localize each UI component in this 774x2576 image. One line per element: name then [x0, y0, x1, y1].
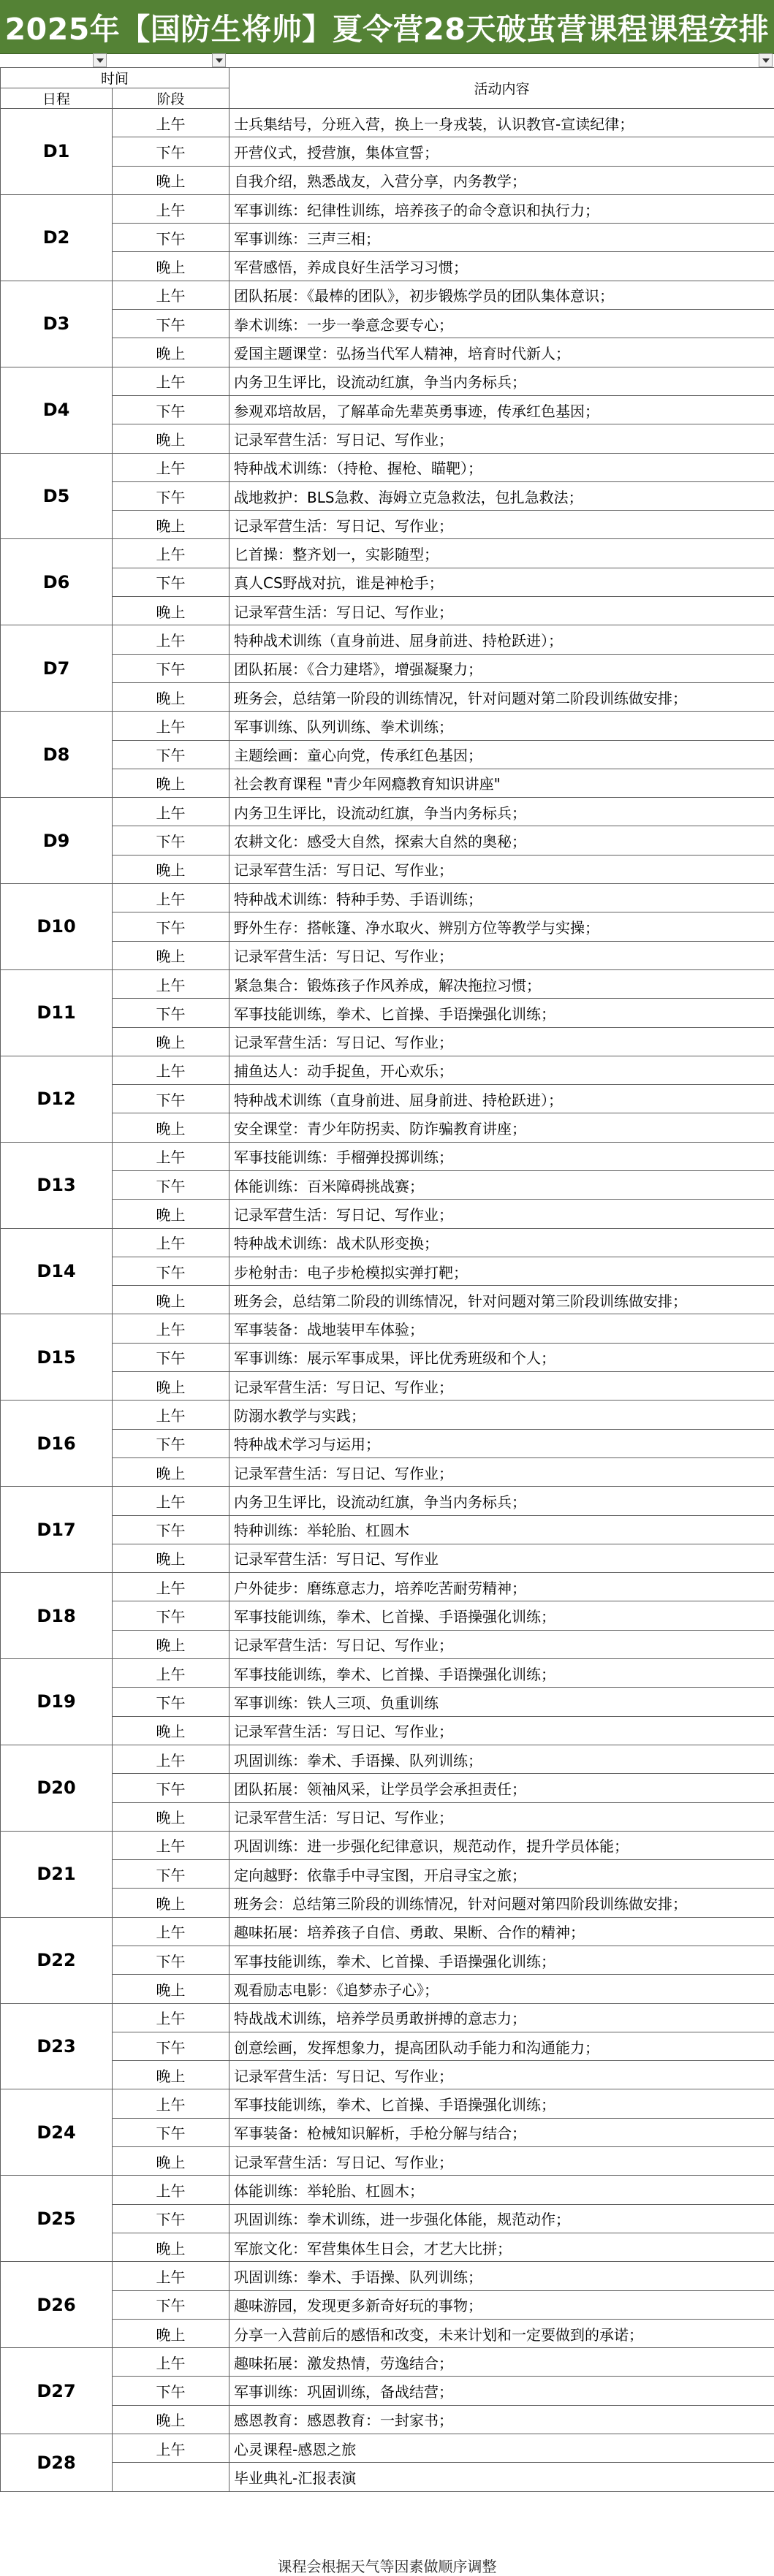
period-cell: 晚上 — [113, 1286, 229, 1314]
activity-cell: 观看励志电影：《追梦赤子心》； — [229, 1975, 774, 2003]
activity-cell: 士兵集结号，分班入营，换上一身戎装，认识教官-宣读纪律； — [229, 109, 774, 137]
activity-cell: 紧急集合：锻炼孩子作风养成，解决拖拉习惯； — [229, 969, 774, 998]
period-cell: 上午 — [113, 1573, 229, 1601]
table-row — [1, 338, 774, 367]
activity-cell: 记录军营生活：写日记、写作业； — [229, 597, 774, 625]
period-cell: 上午 — [113, 884, 229, 912]
day-cell: D7 — [1, 625, 113, 712]
table-row — [1, 1659, 774, 1688]
day-cell: D16 — [1, 1401, 113, 1487]
period-cell: 下午 — [113, 654, 229, 682]
table-row — [1, 912, 774, 941]
period-cell: 下午 — [113, 1343, 229, 1371]
activity-cell: 军事技能训练，拳术、匕首操、手语操强化训练； — [229, 1659, 774, 1688]
table-row — [1, 424, 774, 453]
period-cell: 下午 — [113, 740, 229, 769]
period-cell: 晚上 — [113, 1372, 229, 1401]
table-row — [1, 1257, 774, 1285]
period-cell: 上午 — [113, 2348, 229, 2377]
period-cell: 上午 — [113, 1314, 229, 1343]
table-row — [1, 2434, 774, 2463]
activity-cell: 户外徒步：磨练意志力，培养吃苦耐劳精神； — [229, 1573, 774, 1601]
table-row — [1, 1200, 774, 1228]
activity-cell: 野外生存：搭帐篷、净水取火、辨别方位等教学与实操； — [229, 912, 774, 941]
activity-cell: 军事训练、队列训练、拳术训练； — [229, 712, 774, 740]
activity-cell: 体能训练：百米障碍挑战赛； — [229, 1170, 774, 1199]
period-cell: 上午 — [113, 798, 229, 826]
day-cell: D9 — [1, 798, 113, 884]
activity-cell: 特战战术训练，培养学员勇敢拼搏的意志力； — [229, 2003, 774, 2032]
activity-cell: 记录军营生活：写日记、写作业； — [229, 855, 774, 883]
activity-cell: 趣味拓展：培养孩子自信、勇敢、果断、合作的精神； — [229, 1917, 774, 1946]
period-cell: 上午 — [113, 1659, 229, 1688]
table-row — [1, 2118, 774, 2146]
period-cell: 下午 — [113, 1515, 229, 1544]
activity-cell: 记录军营生活：写日记、写作业； — [229, 1372, 774, 1401]
table-row — [1, 1917, 774, 1946]
period-cell: 下午 — [113, 1429, 229, 1457]
table-row — [1, 2032, 774, 2060]
activity-cell: 开营仪式，授营旗，集体宣誓； — [229, 137, 774, 166]
activity-cell: 记录军营生活：写日记、写作业； — [229, 1200, 774, 1228]
activity-cell: 记录军营生活：写日记、写作业； — [229, 1802, 774, 1831]
table-row — [1, 481, 774, 510]
table-row — [1, 109, 774, 137]
day-cell: D3 — [1, 281, 113, 367]
header-activity: 活动内容 — [229, 68, 774, 109]
activity-cell: 趣味游园，发现更多新奇好玩的事物； — [229, 2290, 774, 2319]
period-cell: 下午 — [113, 568, 229, 596]
table-row — [1, 597, 774, 625]
period-cell: 下午 — [113, 1257, 229, 1285]
table-row — [1, 1401, 774, 1429]
activity-cell: 巩固训练：进一步强化纪律意识，规范动作，提升学员体能； — [229, 1831, 774, 1859]
activity-cell: 感恩教育：感恩教育：一封家书； — [229, 2405, 774, 2434]
table-row — [1, 2348, 774, 2377]
activity-cell: 内务卫生评比，设流动红旗，争当内务标兵； — [229, 367, 774, 395]
table-row — [1, 1457, 774, 1486]
period-cell: 上午 — [113, 281, 229, 309]
period-cell: 下午 — [113, 1601, 229, 1630]
table-row — [1, 252, 774, 281]
table-row — [1, 194, 774, 223]
activity-cell: 安全课堂：青少年防拐卖、防诈骗教育讲座； — [229, 1113, 774, 1142]
activity-cell: 记录军营生活：写日记、写作业； — [229, 511, 774, 539]
activity-cell: 创意绘画，发挥想象力，提高团队动手能力和沟通能力； — [229, 2032, 774, 2060]
table-row — [1, 1113, 774, 1142]
table-row — [1, 224, 774, 252]
period-cell: 晚上 — [113, 2405, 229, 2434]
period-cell: 上午 — [113, 367, 229, 395]
period-cell: 上午 — [113, 969, 229, 998]
period-cell: 下午 — [113, 1946, 229, 1975]
activity-cell: 匕首操：整齐划一，实影随型； — [229, 539, 774, 568]
day-cell: D21 — [1, 1831, 113, 1917]
table-row — [1, 568, 774, 596]
table-row — [1, 2204, 774, 2233]
day-cell: D14 — [1, 1228, 113, 1314]
table-row — [1, 395, 774, 424]
table-row — [1, 1802, 774, 1831]
period-cell: 上午 — [113, 712, 229, 740]
table-row — [1, 1889, 774, 1917]
activity-cell: 记录军营生活：写日记、写作业； — [229, 1630, 774, 1658]
period-cell: 晚上 — [113, 1200, 229, 1228]
day-cell: D17 — [1, 1487, 113, 1573]
day-cell: D5 — [1, 453, 113, 539]
activity-cell: 参观邓培故居，了解革命先辈英勇事迹，传承红色基因； — [229, 395, 774, 424]
activity-cell: 军事训练：三声三相； — [229, 224, 774, 252]
period-cell: 下午 — [113, 395, 229, 424]
period-cell: 晚上 — [113, 941, 229, 969]
table-header-row — [1, 68, 774, 88]
period-cell: 下午 — [113, 224, 229, 252]
activity-cell: 团队拓展：《合力建塔》，增强凝聚力； — [229, 654, 774, 682]
table-row — [1, 2233, 774, 2261]
period-cell: 上午 — [113, 1228, 229, 1257]
activity-cell: 军事装备：战地装甲车体验； — [229, 1314, 774, 1343]
activity-cell: 记录军营生活：写日记、写作业； — [229, 2147, 774, 2176]
activity-cell: 体能训练：举轮胎、杠圆木； — [229, 2176, 774, 2204]
period-cell: 晚上 — [113, 424, 229, 453]
table-row — [1, 367, 774, 395]
day-cell: D19 — [1, 1659, 113, 1745]
period-cell: 晚上 — [113, 511, 229, 539]
table-row — [1, 712, 774, 740]
period-cell: 上午 — [113, 2003, 229, 2032]
activity-cell: 农耕文化：感受大自然，探索大自然的奥秘； — [229, 826, 774, 855]
activity-cell: 军事技能训练，拳术、匕首操、手语操强化训练； — [229, 2089, 774, 2118]
activity-cell: 军事装备：枪械知识解析，手枪分解与结合； — [229, 2118, 774, 2146]
table-row — [1, 1085, 774, 1113]
activity-cell: 内务卫生评比，设流动红旗，争当内务标兵； — [229, 798, 774, 826]
activity-cell: 军事技能训练，拳术、匕首操、手语操强化训练； — [229, 999, 774, 1027]
table-row — [1, 941, 774, 969]
table-row — [1, 539, 774, 568]
table-row — [1, 1831, 774, 1859]
period-cell: 晚上 — [113, 2233, 229, 2261]
day-cell: D12 — [1, 1056, 113, 1142]
table-row — [1, 1946, 774, 1975]
period-cell: 晚上 — [113, 1975, 229, 2003]
activity-cell: 内务卫生评比，设流动红旗，争当内务标兵； — [229, 1487, 774, 1515]
table-row — [1, 1487, 774, 1515]
activity-cell: 防溺水教学与实践； — [229, 1401, 774, 1429]
table-row — [1, 769, 774, 797]
period-cell: 晚上 — [113, 1544, 229, 1572]
activity-cell: 毕业典礼-汇报表演 — [229, 2463, 774, 2491]
table-row — [1, 1027, 774, 1056]
period-cell: 晚上 — [113, 2061, 229, 2089]
day-cell: D2 — [1, 194, 113, 281]
period-cell: 上午 — [113, 2176, 229, 2204]
activity-cell: 特种战术训练（直身前进、屈身前进、持枪跃进）； — [229, 625, 774, 654]
activity-cell: 特种战术训练（直身前进、屈身前进、持枪跃进）； — [229, 1085, 774, 1113]
schedule-table — [0, 67, 774, 2492]
activity-cell: 记录军营生活：写日记、写作业； — [229, 1457, 774, 1486]
day-cell: D1 — [1, 109, 113, 195]
table-row — [1, 1142, 774, 1170]
period-cell: 晚上 — [113, 769, 229, 797]
activity-cell: 定向越野：依靠手中寻宝图，开启寻宝之旅； — [229, 1860, 774, 1889]
table-row — [1, 1745, 774, 1773]
day-cell: D15 — [1, 1314, 113, 1401]
table-row — [1, 2089, 774, 2118]
period-cell: 下午 — [113, 2290, 229, 2319]
table-row — [1, 2405, 774, 2434]
table-row — [1, 1314, 774, 1343]
day-cell: D28 — [1, 2434, 113, 2492]
activity-cell: 班务会，总结第一阶段的训练情况，针对问题对第二阶段训练做安排； — [229, 682, 774, 711]
table-row — [1, 1601, 774, 1630]
period-cell: 上午 — [113, 539, 229, 568]
period-cell: 上午 — [113, 2262, 229, 2290]
filter-dropdown-icon[interactable] — [212, 53, 226, 67]
activity-cell: 团队拓展：《最棒的团队》，初步锻炼学员的团队集体意识； — [229, 281, 774, 309]
table-row — [1, 1228, 774, 1257]
period-cell — [113, 2463, 229, 2491]
activity-cell: 记录军营生活：写日记、写作业； — [229, 424, 774, 453]
day-cell: D24 — [1, 2089, 113, 2176]
activity-cell: 步枪射击：电子步枪模拟实弹打靶； — [229, 1257, 774, 1285]
page-title: 2025年【国防生将帅】夏令营28天破茧营课程课程安排 — [0, 0, 774, 54]
period-cell: 上午 — [113, 1831, 229, 1859]
day-cell: D18 — [1, 1573, 113, 1659]
table-row — [1, 1286, 774, 1314]
activity-cell: 军事训练：展示军事成果，评比优秀班级和个人； — [229, 1343, 774, 1371]
period-cell: 晚上 — [113, 597, 229, 625]
table-row — [1, 826, 774, 855]
table-row — [1, 682, 774, 711]
period-cell: 晚上 — [113, 682, 229, 711]
day-cell: D10 — [1, 884, 113, 970]
table-row — [1, 2061, 774, 2089]
period-cell: 晚上 — [113, 1630, 229, 1658]
period-cell: 下午 — [113, 2032, 229, 2060]
day-cell: D23 — [1, 2003, 113, 2089]
header-time: 时间 — [1, 68, 229, 88]
table-row — [1, 999, 774, 1027]
activity-cell: 军事技能训练：手榴弹投掷训练； — [229, 1142, 774, 1170]
table-row — [1, 2176, 774, 2204]
period-cell: 晚上 — [113, 1113, 229, 1142]
table-row — [1, 625, 774, 654]
filter-dropdown-icon[interactable] — [759, 53, 773, 67]
period-cell: 晚上 — [113, 1027, 229, 1056]
table-row — [1, 1056, 774, 1084]
period-cell: 晚上 — [113, 1457, 229, 1486]
period-cell: 上午 — [113, 194, 229, 223]
day-cell: D4 — [1, 367, 113, 453]
table-row — [1, 1515, 774, 1544]
period-cell: 晚上 — [113, 252, 229, 281]
table-row — [1, 2003, 774, 2032]
activity-cell: 班务会：总结第三阶段的训练情况，针对问题对第四阶段训练做安排； — [229, 1889, 774, 1917]
period-cell: 上午 — [113, 1056, 229, 1084]
table-row — [1, 310, 774, 338]
activity-cell: 主题绘画：童心向党，传承红色基因； — [229, 740, 774, 769]
filter-dropdown-icon[interactable] — [93, 53, 107, 67]
activity-cell: 军事训练：铁人三项、负重训练 — [229, 1688, 774, 1716]
period-cell: 晚上 — [113, 166, 229, 194]
table-row — [1, 281, 774, 309]
table-row — [1, 1573, 774, 1601]
day-cell: D13 — [1, 1142, 113, 1228]
period-cell: 上午 — [113, 2089, 229, 2118]
day-cell: D20 — [1, 1745, 113, 1831]
activity-cell: 军事技能训练，拳术、匕首操、手语操强化训练； — [229, 1601, 774, 1630]
activity-cell: 军事技能训练，拳术、匕首操、手语操强化训练； — [229, 1946, 774, 1975]
activity-cell: 趣味拓展：激发热情，劳逸结合； — [229, 2348, 774, 2377]
footer-note: 课程会根据天气等因素做顺序调整 — [0, 2555, 774, 2574]
table-row — [1, 1774, 774, 1802]
table-row — [1, 798, 774, 826]
table-row — [1, 137, 774, 166]
period-cell: 晚上 — [113, 2147, 229, 2176]
period-cell: 晚上 — [113, 1889, 229, 1917]
table-row — [1, 855, 774, 883]
period-cell: 下午 — [113, 999, 229, 1027]
table-row — [1, 1170, 774, 1199]
activity-cell: 特种战术训练：（持枪、握枪、瞄靶）； — [229, 453, 774, 481]
activity-cell: 记录军营生活：写日记、写作业 — [229, 1544, 774, 1572]
period-cell: 上午 — [113, 1487, 229, 1515]
header-period: 阶段 — [113, 88, 229, 109]
table-row — [1, 654, 774, 682]
table-row — [1, 1372, 774, 1401]
table-row — [1, 1429, 774, 1457]
day-cell: D25 — [1, 2176, 113, 2262]
table-row — [1, 2463, 774, 2491]
period-cell: 晚上 — [113, 2319, 229, 2347]
table-row — [1, 1544, 774, 1572]
activity-cell: 特种训练：举轮胎、杠圆木 — [229, 1515, 774, 1544]
period-cell: 下午 — [113, 2377, 229, 2405]
activity-cell: 分享一入营前后的感悟和改变，未来计划和一定要做到的承诺； — [229, 2319, 774, 2347]
activity-cell: 捕鱼达人：动手捉鱼，开心欢乐； — [229, 1056, 774, 1084]
activity-cell: 爱国主题课堂：弘扬当代军人精神，培育时代新人； — [229, 338, 774, 367]
period-cell: 上午 — [113, 1142, 229, 1170]
day-cell: D8 — [1, 712, 113, 798]
period-cell: 上午 — [113, 2434, 229, 2463]
activity-cell: 真人CS野战对抗，谁是神枪手； — [229, 568, 774, 596]
table-row — [1, 453, 774, 481]
activity-cell: 自我介绍，熟悉战友，入营分享，内务教学； — [229, 166, 774, 194]
activity-cell: 心灵课程-感恩之旅 — [229, 2434, 774, 2463]
period-cell: 下午 — [113, 1085, 229, 1113]
period-cell: 下午 — [113, 137, 229, 166]
period-cell: 上午 — [113, 1745, 229, 1773]
table-row — [1, 2147, 774, 2176]
period-cell: 下午 — [113, 1774, 229, 1802]
day-cell: D22 — [1, 1917, 113, 2003]
table-row — [1, 1716, 774, 1745]
activity-cell: 军营感悟，养成良好生活学习习惯； — [229, 252, 774, 281]
day-cell: D27 — [1, 2348, 113, 2434]
table-row — [1, 2319, 774, 2347]
period-cell: 下午 — [113, 826, 229, 855]
period-cell: 下午 — [113, 481, 229, 510]
table-row — [1, 1630, 774, 1658]
activity-cell: 特种战术学习与运用； — [229, 1429, 774, 1457]
activity-cell: 军事训练：纪律性训练，培养孩子的命令意识和执行力； — [229, 194, 774, 223]
activity-cell: 记录军营生活：写日记、写作业； — [229, 941, 774, 969]
table-row — [1, 1975, 774, 2003]
table-row — [1, 740, 774, 769]
activity-cell: 记录军营生活：写日记、写作业； — [229, 1027, 774, 1056]
period-cell: 下午 — [113, 1688, 229, 1716]
period-cell: 下午 — [113, 2118, 229, 2146]
period-cell: 晚上 — [113, 855, 229, 883]
table-row — [1, 2377, 774, 2405]
activity-cell: 团队拓展：领袖风采，让学员学会承担责任； — [229, 1774, 774, 1802]
header-day: 日程 — [1, 88, 113, 109]
day-cell: D26 — [1, 2262, 113, 2348]
period-cell: 下午 — [113, 1170, 229, 1199]
table-row — [1, 2290, 774, 2319]
activity-cell: 军旅文化：军营集体生日会，才艺大比拼； — [229, 2233, 774, 2261]
activity-cell: 记录军营生活：写日记、写作业； — [229, 2061, 774, 2089]
activity-cell: 特种战术训练：特种手势、手语训练； — [229, 884, 774, 912]
period-cell: 下午 — [113, 1860, 229, 1889]
table-row — [1, 1343, 774, 1371]
period-cell: 上午 — [113, 109, 229, 137]
period-cell: 晚上 — [113, 1716, 229, 1745]
table-row — [1, 884, 774, 912]
period-cell: 晚上 — [113, 338, 229, 367]
period-cell: 上午 — [113, 453, 229, 481]
period-cell: 下午 — [113, 310, 229, 338]
activity-cell: 记录军营生活：写日记、写作业； — [229, 1716, 774, 1745]
period-cell: 下午 — [113, 2204, 229, 2233]
activity-cell: 军事训练：巩固训练，备战结营； — [229, 2377, 774, 2405]
activity-cell: 巩固训练：拳术、手语操、队列训练； — [229, 1745, 774, 1773]
period-cell: 上午 — [113, 1401, 229, 1429]
table-row — [1, 166, 774, 194]
table-row — [1, 2262, 774, 2290]
activity-cell: 战地救护：BLS急救、海姆立克急救法，包扎急救法； — [229, 481, 774, 510]
table-row — [1, 1688, 774, 1716]
activity-cell: 班务会，总结第二阶段的训练情况，针对问题对第三阶段训练做安排； — [229, 1286, 774, 1314]
day-cell: D11 — [1, 969, 113, 1056]
day-cell: D6 — [1, 539, 113, 625]
activity-cell: 社会教育课程 "青少年网瘾教育知识讲座" — [229, 769, 774, 797]
table-row — [1, 969, 774, 998]
table-row — [1, 1860, 774, 1889]
table-row — [1, 511, 774, 539]
period-cell: 下午 — [113, 912, 229, 941]
period-cell: 上午 — [113, 1917, 229, 1946]
activity-cell: 特种战术训练：战术队形变换； — [229, 1228, 774, 1257]
activity-cell: 巩固训练：拳术训练，进一步强化体能，规范动作； — [229, 2204, 774, 2233]
activity-cell: 拳术训练：一步一拳意念要专心； — [229, 310, 774, 338]
activity-cell: 巩固训练：拳术、手语操、队列训练； — [229, 2262, 774, 2290]
period-cell: 晚上 — [113, 1802, 229, 1831]
period-cell: 上午 — [113, 625, 229, 654]
